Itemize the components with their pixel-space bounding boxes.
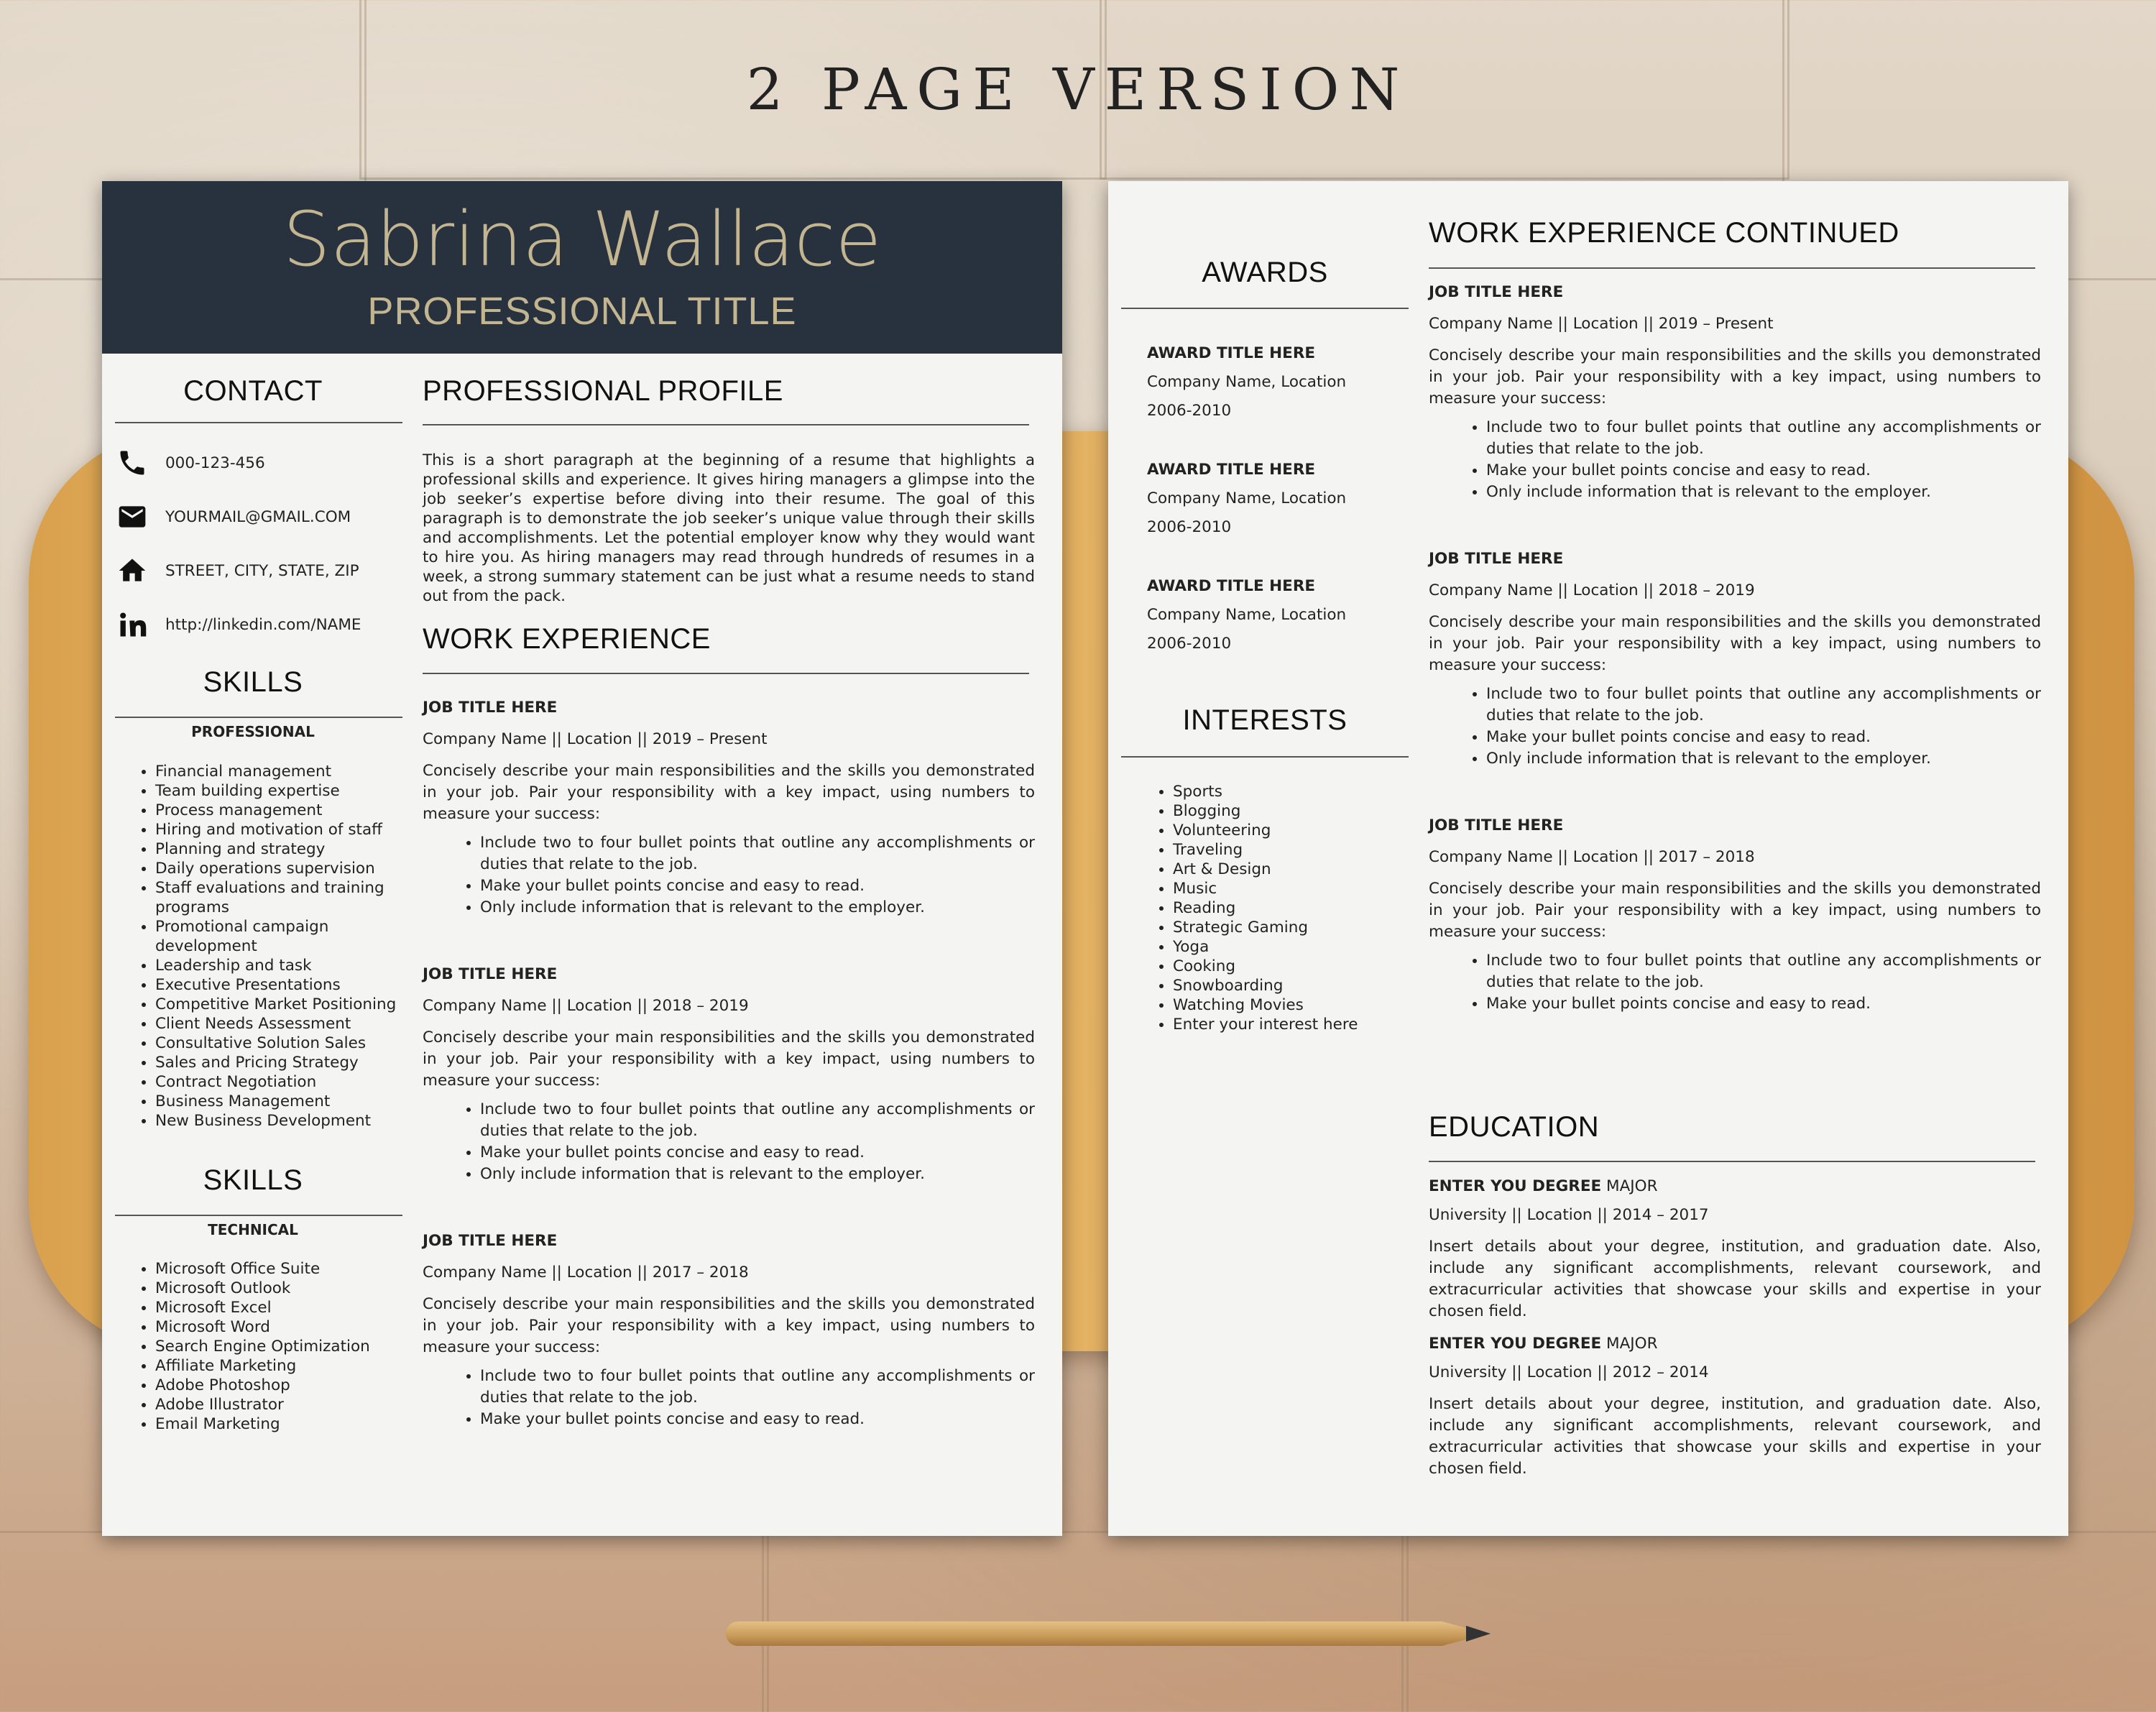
list-item: • Cooking — [1173, 957, 1410, 976]
education-heading: EDUCATION — [1429, 1111, 1600, 1143]
job-entry — [1429, 548, 2041, 770]
list-item: • Business Management — [155, 1092, 418, 1111]
list-item: • Planning and strategy — [155, 839, 418, 859]
contact-phone — [116, 447, 265, 479]
resume-page-1 — [102, 181, 1062, 1536]
job-title: JOB TITLE HERE — [423, 965, 558, 983]
job-bullet: • Make your bullet points concise and easy to read. — [1486, 460, 2041, 482]
list-item: • Music — [1173, 879, 1410, 898]
award-company: Company Name, Location — [1147, 489, 1347, 507]
job-bullets — [423, 1099, 1035, 1185]
list-item: • Affiliate Marketing — [155, 1356, 418, 1376]
list-item: • Contract Negotiation — [155, 1072, 418, 1092]
job-entry — [423, 697, 1035, 919]
job-bullet: • Make your bullet points concise and easy to read. — [480, 1409, 1035, 1430]
list-item: • Art & Design — [1173, 860, 1410, 879]
divider — [423, 673, 1029, 674]
degree-name: ENTER YOU DEGREE — [1429, 1335, 1602, 1353]
list-item: • Email Marketing — [155, 1414, 418, 1434]
professional-skills-list — [102, 762, 418, 1131]
award-entry — [1147, 456, 1346, 542]
degree-major: MAJOR — [1601, 1177, 1658, 1195]
skills-heading: SKILLS — [203, 1164, 303, 1196]
job-description: Concisely describe your main responsibilities and the skills you demonstrated in your job. Pair your responsibility with a key impact, using numbers to measure your success: — [1429, 613, 2041, 674]
job-company: Company Name || Location || 2017 – 2018 — [423, 1264, 749, 1281]
job-bullet: • Include two to four bullet points that outline any accomplishments or duties that relate to the job. — [1486, 684, 2041, 727]
job-bullets — [423, 1366, 1035, 1430]
job-description: Concisely describe your main responsibilities and the skills you demonstrated in your job. Pair your responsibility with a key impact, using numbers to measure your success: — [423, 1028, 1035, 1090]
list-item: • Strategic Gaming — [1173, 918, 1410, 937]
job-entry — [423, 1230, 1035, 1430]
job-bullets — [1429, 417, 2041, 503]
job-bullet: • Include two to four bullet points that outline any accomplishments or duties that relate to the job. — [480, 1366, 1035, 1409]
contact-address — [116, 555, 359, 586]
job-bullets — [423, 832, 1035, 919]
list-item: • Traveling — [1173, 840, 1410, 860]
address-text: STREET, CITY, STATE, ZIP — [165, 561, 359, 580]
list-item: • Microsoft Excel — [155, 1298, 418, 1317]
list-item: • Competitive Market Positioning — [155, 995, 418, 1014]
divider — [115, 1215, 402, 1216]
divider — [423, 424, 1029, 425]
divider — [1121, 756, 1409, 758]
award-years: 2006-2010 — [1147, 402, 1232, 420]
job-bullet: • Include two to four bullet points that outline any accomplishments or duties that relate to the job. — [1486, 950, 2041, 993]
awards-heading: AWARDS — [1202, 257, 1328, 288]
pencil — [726, 1621, 1488, 1646]
list-item: • Adobe Illustrator — [155, 1395, 418, 1414]
list-item: • Microsoft Word — [155, 1317, 418, 1337]
job-bullet: • Only include information that is relevant to the employer. — [480, 1164, 1035, 1185]
mail-icon — [116, 501, 148, 533]
education-degree-line — [1429, 1333, 2041, 1355]
technical-skills-list — [102, 1259, 418, 1434]
divider — [1121, 308, 1409, 309]
job-entry — [1429, 282, 2041, 503]
skills-heading: SKILLS — [203, 666, 303, 698]
job-company: Company Name || Location || 2018 – 2019 — [423, 997, 749, 1015]
education-school: University || Location || 2012 – 2014 — [1429, 1363, 1709, 1381]
education-entry — [1429, 1333, 2041, 1480]
degree-major: MAJOR — [1601, 1335, 1658, 1353]
award-title: AWARD TITLE HERE — [1147, 344, 1316, 362]
phone-text: 000-123-456 — [165, 454, 265, 472]
education-entry — [1429, 1176, 2041, 1322]
job-company: Company Name || Location || 2019 – Present — [1429, 315, 1774, 333]
list-item: • Adobe Photoshop — [155, 1376, 418, 1395]
resume-page-2 — [1108, 181, 2068, 1536]
list-item: • Client Needs Assessment — [155, 1014, 418, 1034]
list-item: • Reading — [1173, 898, 1410, 918]
job-description: Concisely describe your main responsibilities and the skills you demonstrated in your job. Pair your responsibility with a key impact, using numbers to measure your success: — [1429, 346, 2041, 408]
linkedin-icon — [116, 609, 148, 640]
job-company: Company Name || Location || 2018 – 2019 — [1429, 581, 1755, 599]
divider — [1429, 1161, 2035, 1162]
job-bullet: • Only include information that is relevant to the employer. — [1486, 748, 2041, 770]
list-item: • Blogging — [1173, 801, 1410, 821]
list-item: • Volunteering — [1173, 821, 1410, 840]
job-description: Concisely describe your main responsibilities and the skills you demonstrated in your job. Pair your responsibility with a key impact, using numbers to measure your success: — [423, 1295, 1035, 1356]
job-title: JOB TITLE HERE — [1429, 550, 1564, 568]
award-company: Company Name, Location — [1147, 373, 1347, 391]
list-item: • Snowboarding — [1173, 976, 1410, 995]
degree-name: ENTER YOU DEGREE — [1429, 1177, 1602, 1195]
award-title: AWARD TITLE HERE — [1147, 461, 1316, 479]
list-item: • Process management — [155, 801, 418, 820]
list-item: • Executive Presentations — [155, 975, 418, 995]
list-item: • Microsoft Outlook — [155, 1279, 418, 1298]
interests-heading: INTERESTS — [1182, 704, 1348, 736]
job-bullet: • Include two to four bullet points that outline any accomplishments or duties that relate to the job. — [480, 1099, 1035, 1142]
divider — [115, 717, 402, 718]
list-item: • Leadership and task — [155, 956, 418, 975]
profile-text: This is a short paragraph at the beginning of a resume that highlights a professional skills and experience. It gives hiring managers a glimpse into the job seeker’s expertise before diving into their resume. The goal of this paragraph is to demonstrate the job seeker’s unique value through their skills and accomplishments. Let the potential employer know why they would want to hire you. As hiring managers may read through hundreds of resumes in a week, a strong summary statement can be just what a resume needs to stand out from the pack. — [423, 451, 1035, 605]
skills-subheading-professional: PROFESSIONAL — [191, 723, 315, 740]
job-bullet: • Make your bullet points concise and easy to read. — [480, 1142, 1035, 1164]
linkedin-text: http://linkedin.com/NAME — [165, 615, 361, 634]
job-title: JOB TITLE HERE — [1429, 816, 1564, 834]
job-bullets — [1429, 950, 2041, 1015]
stone-slab — [1401, 1531, 2156, 1712]
job-bullet: • Make your bullet points concise and easy to read. — [1486, 727, 2041, 748]
list-item: • Promotional campaign development — [155, 917, 418, 956]
professional-title: PROFESSIONAL TITLE — [367, 290, 797, 333]
contact-linkedin — [116, 609, 361, 640]
contact-heading: CONTACT — [183, 375, 323, 407]
award-title: AWARD TITLE HERE — [1147, 577, 1316, 595]
education-details: Insert details about your degree, institution, and graduation date. Also, include any significant accomplishments, relevant coursework, and extracurricular activities that showcase your skills and expertise in your chosen field. — [1429, 1238, 2041, 1320]
award-years: 2006-2010 — [1147, 518, 1232, 536]
work-experience-heading: WORK EXPERIENCE — [423, 623, 711, 655]
list-item: • Team building expertise — [155, 781, 418, 801]
education-school: University || Location || 2014 – 2017 — [1429, 1206, 1709, 1224]
list-item: • Consultative Solution Sales — [155, 1034, 418, 1053]
list-item: • New Business Development — [155, 1111, 418, 1131]
list-item: • Sales and Pricing Strategy — [155, 1053, 418, 1072]
list-item: • Enter your interest here — [1173, 1015, 1410, 1034]
profile-heading: PROFESSIONAL PROFILE — [423, 375, 783, 407]
interests-list — [1108, 782, 1410, 1034]
headline: 2 PAGE VERSION — [746, 56, 1410, 123]
divider — [115, 422, 402, 423]
job-bullet: • Only include information that is relevant to the employer. — [1486, 482, 2041, 503]
job-bullet: • Make your bullet points concise and easy to read. — [1486, 993, 2041, 1015]
job-entry — [423, 964, 1035, 1185]
list-item: • Financial management — [155, 762, 418, 781]
job-description: Concisely describe your main responsibilities and the skills you demonstrated in your job. Pair your responsibility with a key impact, using numbers to measure your success: — [423, 762, 1035, 823]
job-company: Company Name || Location || 2019 – Present — [423, 730, 768, 748]
award-entry — [1147, 572, 1346, 658]
job-bullets — [1429, 684, 2041, 770]
list-item: • Microsoft Office Suite — [155, 1259, 418, 1279]
job-bullet: • Include two to four bullet points that outline any accomplishments or duties that relate to the job. — [1486, 417, 2041, 460]
job-description: Concisely describe your main responsibilities and the skills you demonstrated in your job. Pair your responsibility with a key impact, using numbers to measure your success: — [1429, 880, 2041, 941]
stone-slab — [0, 1531, 769, 1712]
list-item: • Staff evaluations and training programs — [155, 878, 418, 917]
job-entry — [1429, 815, 2041, 1015]
email-text: YOURMAIL@GMAIL.COM — [165, 507, 351, 526]
candidate-name: Sabrina Wallace — [282, 195, 882, 283]
education-details: Insert details about your degree, institution, and graduation date. Also, include any significant accomplishments, relevant coursework, and extracurricular activities that showcase your skills and expertise in your chosen field. — [1429, 1395, 2041, 1478]
job-title: JOB TITLE HERE — [1429, 283, 1564, 301]
divider — [1429, 267, 2035, 269]
contact-email — [116, 501, 351, 533]
award-company: Company Name, Location — [1147, 606, 1347, 624]
job-company: Company Name || Location || 2017 – 2018 — [1429, 848, 1755, 866]
list-item: • Search Engine Optimization — [155, 1337, 418, 1356]
work-continued-heading: WORK EXPERIENCE CONTINUED — [1429, 217, 1899, 249]
header-banner — [102, 181, 1062, 354]
skills-subheading-technical: TECHNICAL — [208, 1221, 298, 1238]
job-title: JOB TITLE HERE — [423, 699, 558, 717]
phone-icon — [116, 447, 148, 479]
list-item: • Yoga — [1173, 937, 1410, 957]
job-title: JOB TITLE HERE — [423, 1232, 558, 1250]
list-item: • Watching Movies — [1173, 995, 1410, 1015]
education-degree-line — [1429, 1176, 2041, 1197]
job-bullet: • Only include information that is relevant to the employer. — [480, 897, 1035, 919]
list-item: • Hiring and motivation of staff — [155, 820, 418, 839]
list-item: • Sports — [1173, 782, 1410, 801]
award-years: 2006-2010 — [1147, 635, 1232, 653]
home-icon — [116, 555, 148, 586]
job-bullet: • Include two to four bullet points that outline any accomplishments or duties that relate to the job. — [480, 832, 1035, 875]
award-entry — [1147, 339, 1346, 425]
job-bullet: • Make your bullet points concise and easy to read. — [480, 875, 1035, 897]
list-item: • Daily operations supervision — [155, 859, 418, 878]
